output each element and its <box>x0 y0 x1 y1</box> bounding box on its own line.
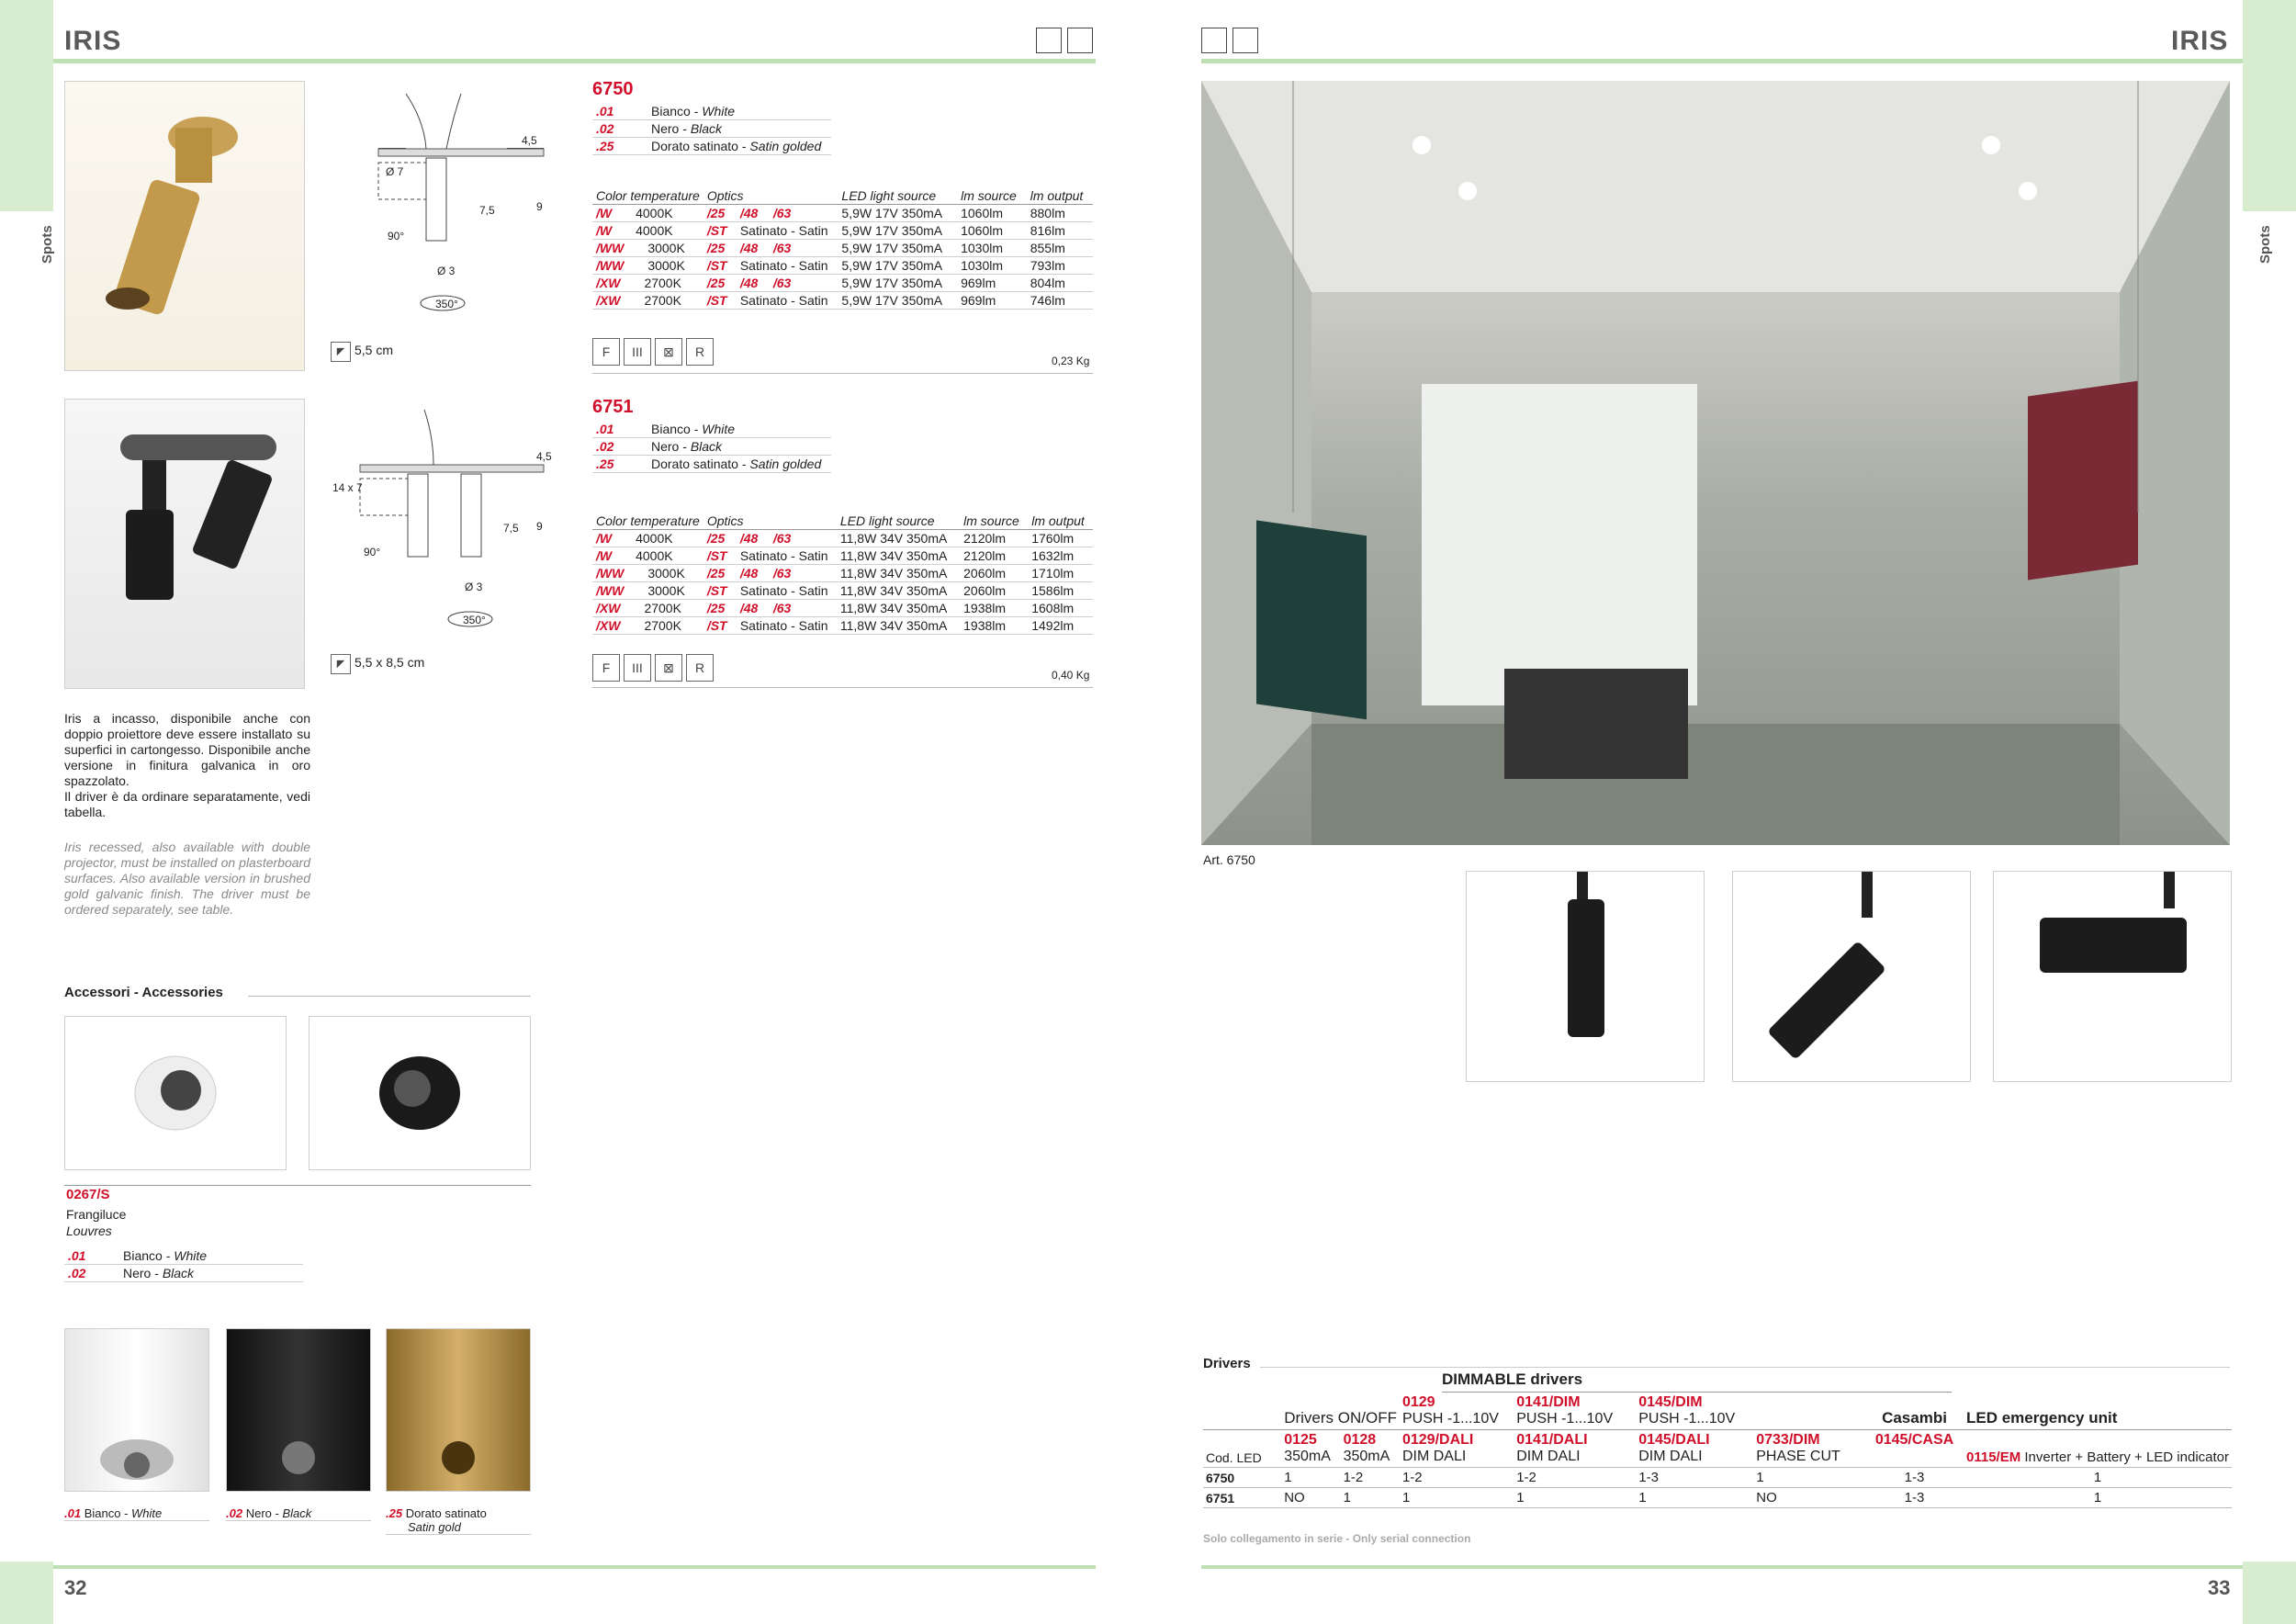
right-page-title: IRIS <box>2171 26 2229 56</box>
swatch-label-black: .02 Nero - Black <box>226 1506 371 1521</box>
page-number-left: 32 <box>64 1576 87 1599</box>
certification-icon: III <box>624 338 651 366</box>
dim-d2: 4,5 <box>536 450 552 463</box>
left-tab <box>0 0 53 211</box>
finish-row: .25 Dorato satinato - Satin golded <box>592 138 831 155</box>
spec-row: /WW 3000K /25 /48 /63 11,8W 34V 350mA 2060lm 1710lm <box>592 565 1093 582</box>
dim-d3: 9 <box>536 520 543 533</box>
accessories-title: Accessori - Accessories <box>64 985 223 1000</box>
swatch-gold <box>386 1328 531 1492</box>
page-icon <box>1067 28 1093 53</box>
symbols-6751 <box>592 654 717 682</box>
finish-row: .02 Nero - Black <box>592 438 831 456</box>
weight-6751: 0,40 Kg <box>1052 669 1090 682</box>
cutout-icon: ◤ <box>331 342 351 362</box>
onoff-label: Drivers ON/OFF <box>1284 1409 1397 1427</box>
spec-row: /XW 2700K /25 /48 /63 5,9W 17V 350mA 969lm 804lm <box>592 275 1093 292</box>
accessory-image-white <box>64 1016 287 1170</box>
swatch-label-gold: .25 Dorato satinato Satin gold <box>386 1506 531 1535</box>
right-footer-tab <box>2243 1562 2296 1624</box>
spec-row: /W 4000K /25 /48 /63 11,8W 34V 350mA 2120lm 1760lm <box>592 530 1093 547</box>
technical-drawing-6751 <box>323 400 553 630</box>
detail-photo-1 <box>1466 871 1705 1082</box>
product-image-6751 <box>64 399 305 689</box>
certification-icon: R <box>686 654 714 682</box>
footer-rule <box>1201 1565 2243 1569</box>
left-footer-tab <box>0 1562 53 1624</box>
accessory-name-it: Frangiluce <box>66 1207 127 1222</box>
finish-row: .01 Bianco - White <box>64 1247 303 1265</box>
spec-row: /W 4000K /ST Satinato - Satin 5,9W 17V 350mA 1060lm 816lm <box>592 222 1093 240</box>
cutout-6750: ◤ 5,5 cm <box>331 342 393 362</box>
product-code-6750: 6750 <box>592 79 634 99</box>
page-icon <box>1232 28 1258 53</box>
swatch-white <box>64 1328 209 1492</box>
left-section-label: Spots <box>39 225 55 264</box>
cutout-6751: ◤ 5,5 x 8,5 cm <box>331 654 424 674</box>
finish-list-6750 <box>592 103 831 155</box>
spec-row: /XW 2700K /ST Satinato - Satin 5,9W 17V 350mA 969lm 746lm <box>592 292 1093 310</box>
room-photo <box>1201 81 2230 845</box>
dim-angle: 90° <box>364 546 381 558</box>
footer-rule <box>53 1565 1096 1569</box>
spec-row: /WW 3000K /ST Satinato - Satin 11,8W 34V 350mA 2060lm 1586lm <box>592 582 1093 600</box>
certification-icon: III <box>624 654 651 682</box>
dim-d4: 7,5 <box>503 522 519 535</box>
page-number-right: 33 <box>2208 1576 2231 1599</box>
drivers-note: Solo collegamento in serie - Only serial connection <box>1203 1532 1471 1545</box>
description-en: Iris recessed, also available with double projector, must be installed on plasterboard surfaces. Also available version in brushed gold galvanic finish. The driver must be ordered separately, see table. <box>64 840 310 917</box>
spec-header: Color temperature Optics LED light source lm source lm output <box>592 513 1093 530</box>
spec-row: /W 4000K /ST Satinato - Satin 11,8W 34V 350mA 2120lm 1632lm <box>592 547 1093 565</box>
accessory-image-black <box>309 1016 531 1170</box>
weight-6750: 0,23 Kg <box>1052 355 1090 367</box>
spec-row: /WW 3000K /ST Satinato - Satin 5,9W 17V 350mA 1030lm 793lm <box>592 257 1093 275</box>
dim-rot: 350° <box>463 614 486 626</box>
spec-row: /W 4000K /25 /48 /63 5,9W 17V 350mA 1060lm 880lm <box>592 205 1093 222</box>
finish-row: .02 Nero - Black <box>64 1265 303 1282</box>
spec-row: /XW 2700K /25 /48 /63 11,8W 34V 350mA 1938lm 1608lm <box>592 600 1093 617</box>
divider <box>592 687 1093 688</box>
header-rule <box>1201 59 2243 63</box>
cutout-icon: ◤ <box>331 654 351 674</box>
product-image-6750 <box>64 81 305 371</box>
detail-photo-2 <box>1732 871 1971 1082</box>
dim-d5: Ø 3 <box>465 581 483 593</box>
finish-row: .01 Bianco - White <box>592 103 831 120</box>
finish-list-6751 <box>592 421 831 473</box>
dim-d1: Ø 7 <box>386 165 404 178</box>
certification-icon: F <box>592 338 620 366</box>
dim-rot: 350° <box>435 298 458 310</box>
accessory-finishes <box>64 1247 303 1282</box>
product-code-6751: 6751 <box>592 397 634 417</box>
dim-d1: 14 x 7 <box>332 481 363 494</box>
drivers-title: Drivers <box>1203 1356 1251 1371</box>
certification-icon: R <box>686 338 714 366</box>
dim-d2: 4,5 <box>522 134 537 147</box>
divider <box>64 1185 531 1186</box>
drivers-table: Drivers ON/OFF 0129 PUSH -1...10V 0141/DIM PUSH -1...10V 0145/DIM PUSH -1...10V Casambi LED emergency unit Cod. LED 0125 350mA 0128 350mA 0129/DALI DIM DALI 0141/DALI DIM DALI 0145/DALI DIM DALI 0733/DIM PHASE CUT 0145/CASA 0115/EM Inverter + Battery + LED indicator 6750 1 1-2 1-2 1-2 1-3 1 1-3 1 6751 NO 1 1 1 1 NO 1-3 1 <box>1203 1393 2232 1508</box>
spec-header: Color temperature Optics LED light source lm source lm output <box>592 187 1093 205</box>
spec-table-6750 <box>592 187 1093 310</box>
divider <box>248 996 531 997</box>
divider <box>592 373 1093 374</box>
finish-row: .25 Dorato satinato - Satin golded <box>592 456 831 473</box>
photo-caption: Art. 6750 <box>1203 852 1255 867</box>
finish-row: .02 Nero - Black <box>592 120 831 138</box>
dim-d5: Ø 3 <box>437 265 456 277</box>
accessory-code: 0267/S <box>66 1187 110 1202</box>
spec-row: /XW 2700K /ST Satinato - Satin 11,8W 34V 350mA 1938lm 1492lm <box>592 617 1093 635</box>
cod-led-label: Cod. LED <box>1203 1430 1281 1468</box>
certification-icon: F <box>592 654 620 682</box>
accessory-name-en: Louvres <box>66 1224 112 1238</box>
dim-d3: 9 <box>536 200 543 213</box>
divider <box>1260 1367 2230 1368</box>
driver-row: 6750 1 1-2 1-2 1-2 1-3 1 1-3 1 <box>1203 1468 2232 1488</box>
finish-row: .01 Bianco - White <box>592 421 831 438</box>
spec-row: /WW 3000K /25 /48 /63 5,9W 17V 350mA 1030lm 855lm <box>592 240 1093 257</box>
dim-angle: 90° <box>388 230 405 242</box>
spec-table-6751 <box>592 513 1093 635</box>
certification-icon: ⊠ <box>655 654 682 682</box>
page-icon <box>1036 28 1062 53</box>
right-tab <box>2243 0 2296 211</box>
technical-drawing-6750 <box>323 85 553 314</box>
dim-d4: 7,5 <box>479 204 495 217</box>
symbols-6750 <box>592 338 717 366</box>
left-page-title: IRIS <box>64 26 122 56</box>
casambi-label: Casambi <box>1882 1409 1947 1427</box>
page-icon <box>1201 28 1227 53</box>
right-section-label: Spots <box>2257 225 2273 264</box>
header-rule <box>53 59 1096 63</box>
swatch-label-white: .01 Bianco - White <box>64 1506 209 1521</box>
description-it: Iris a incasso, disponibile anche con doppio proiettore deve essere installato su superfici in cartongesso. Disponibile anche versione in finitura galvanica in oro spazzolato. Il driver è da ordinare separatamente, vedi tabella. <box>64 711 310 819</box>
emergency-label: LED emergency unit <box>1966 1409 2118 1427</box>
driver-row: 6751 NO 1 1 1 1 NO 1-3 1 <box>1203 1488 2232 1508</box>
detail-photo-3 <box>1993 871 2232 1082</box>
dimmable-label: DIMMABLE drivers <box>1442 1370 1583 1388</box>
swatch-black <box>226 1328 371 1492</box>
certification-icon: ⊠ <box>655 338 682 366</box>
